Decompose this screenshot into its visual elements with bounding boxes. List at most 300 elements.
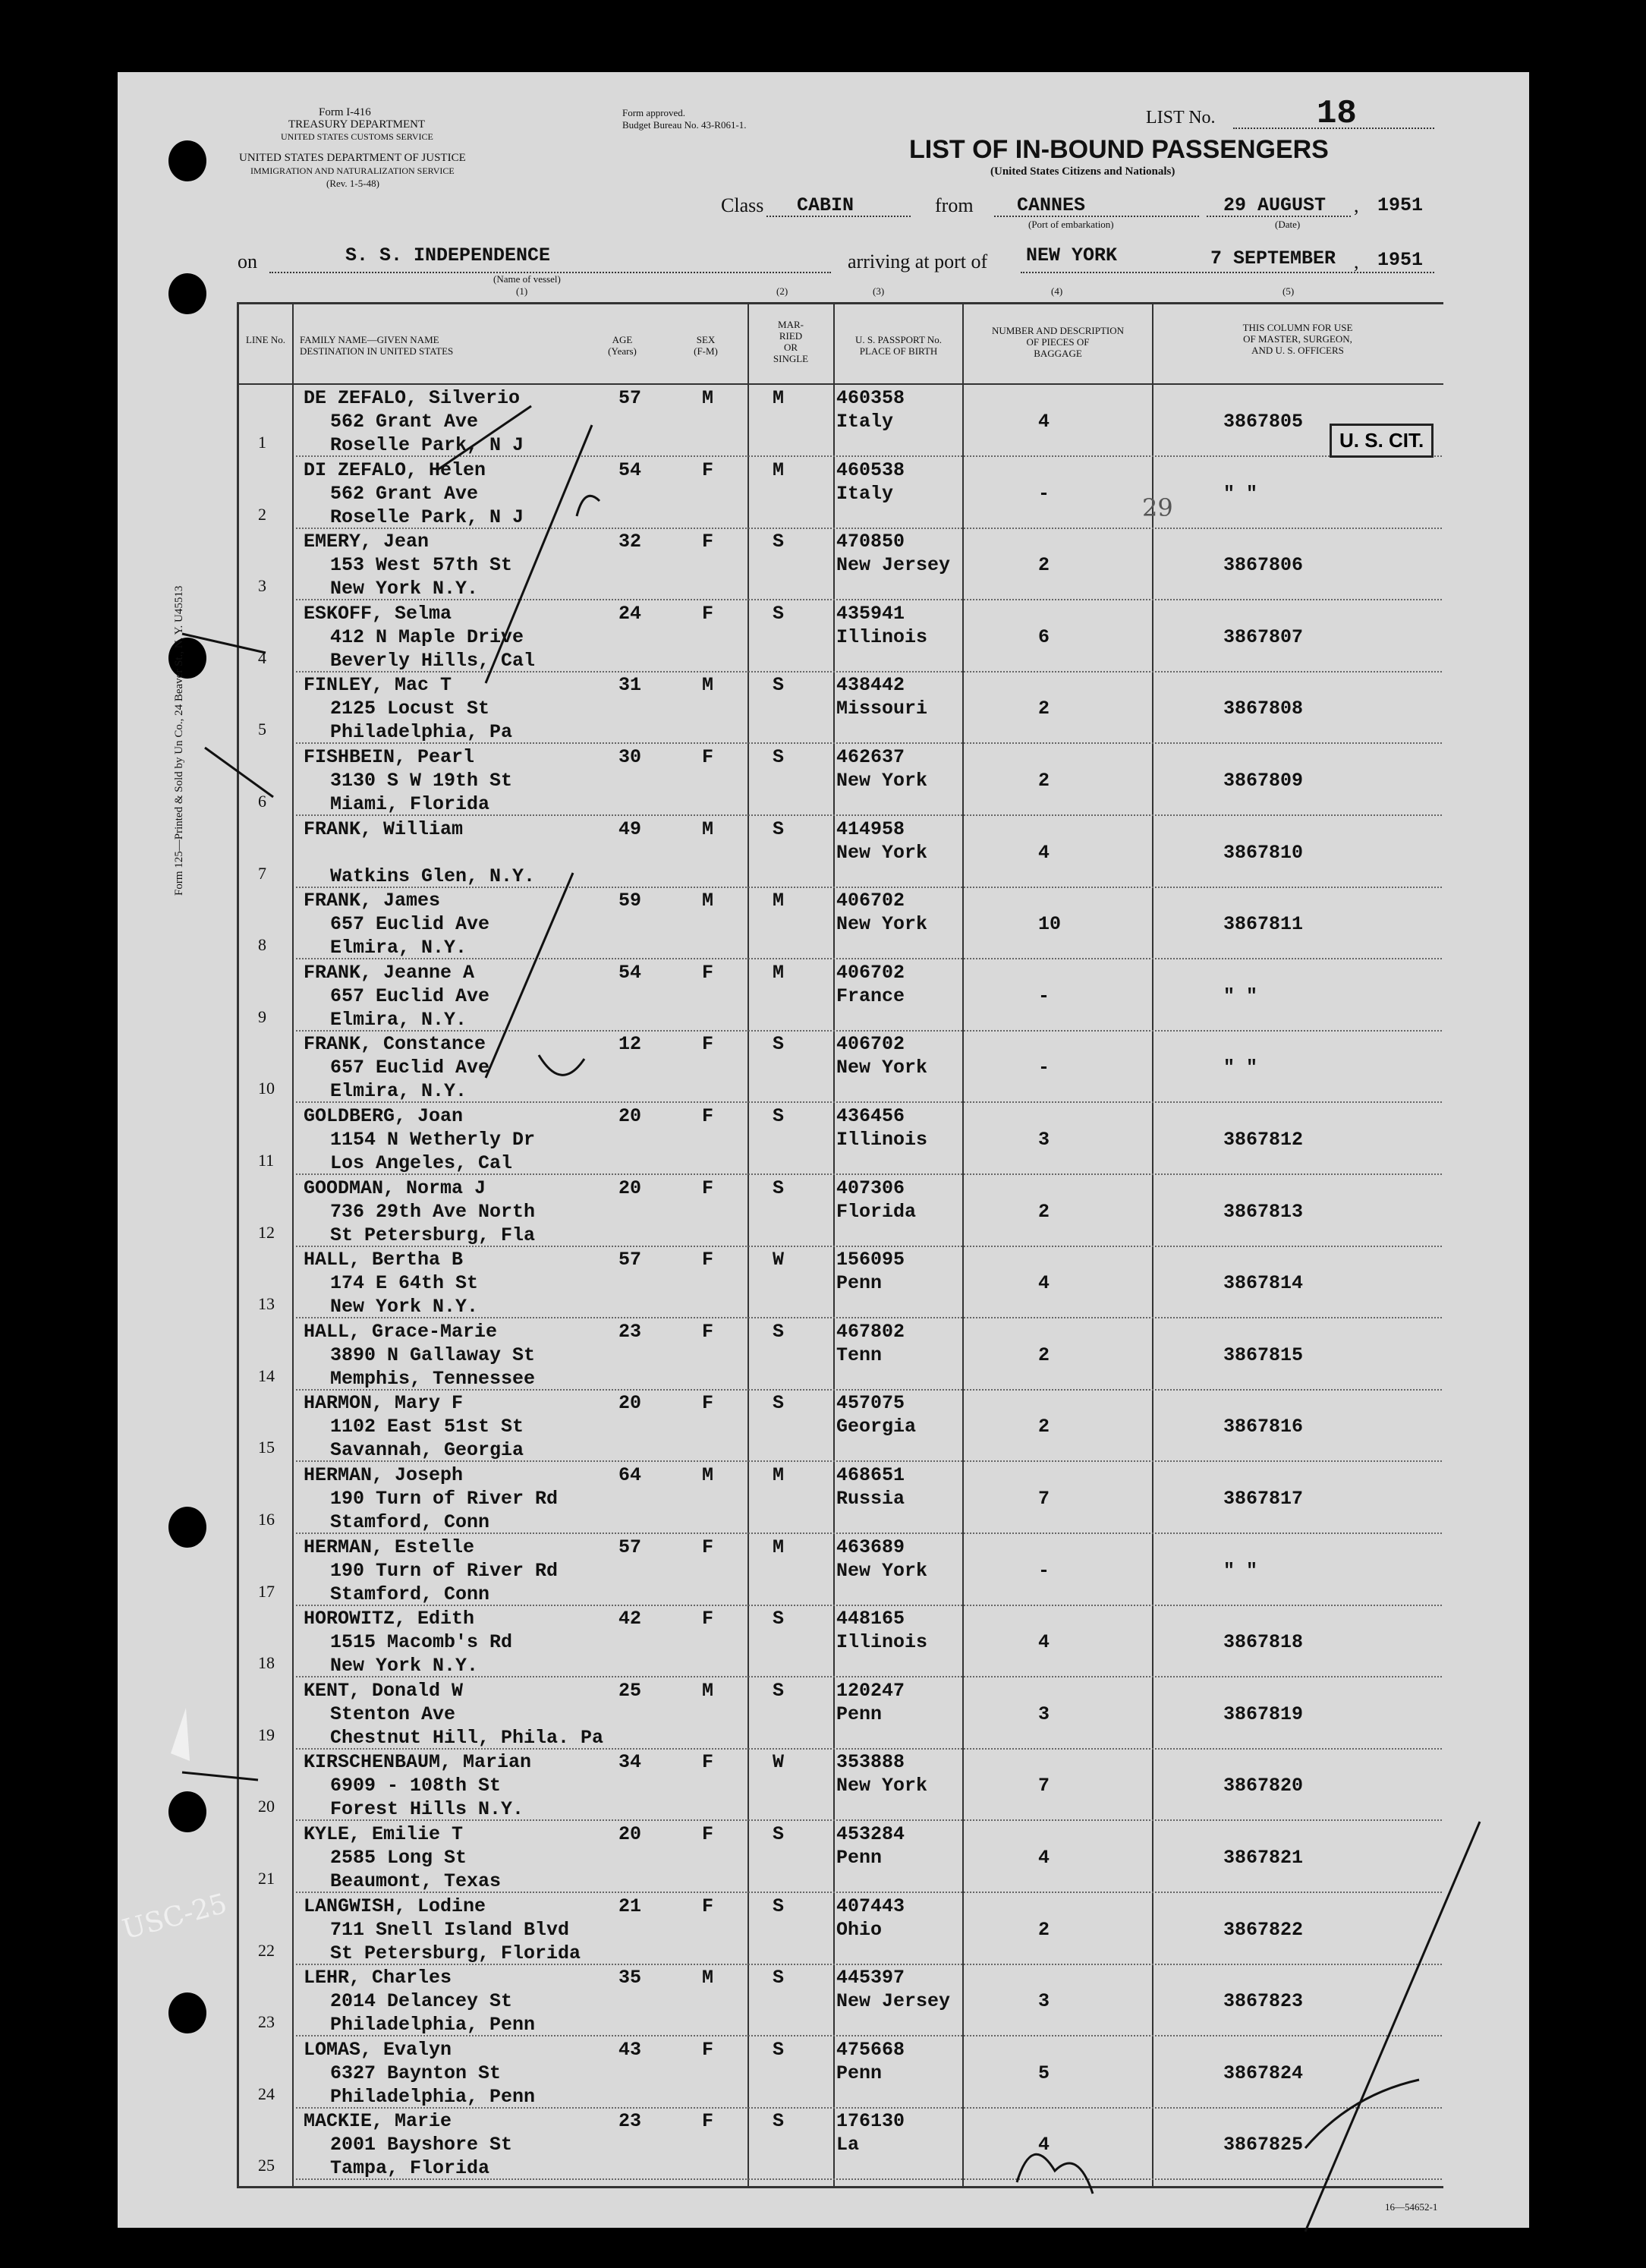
address-city: Roselle Park, N J bbox=[330, 434, 524, 456]
passport-number: 467802 bbox=[836, 1320, 905, 1343]
passport-number: 457075 bbox=[836, 1392, 905, 1415]
marital-status-cell: S bbox=[773, 602, 785, 625]
baggage-count: 6 bbox=[1038, 625, 1050, 648]
sex-cell: M bbox=[702, 817, 714, 840]
place-of-birth: New York bbox=[836, 1559, 928, 1582]
line-number: 19 bbox=[258, 1725, 275, 1744]
passenger-name: HOROWITZ, Edith bbox=[304, 1608, 475, 1630]
form-approved: Form approved. bbox=[622, 107, 686, 118]
marital-status-cell: S bbox=[773, 531, 785, 553]
age-cell: 49 bbox=[618, 817, 642, 840]
column-3-number: (3) bbox=[873, 285, 885, 297]
officer-number: 3867818 bbox=[1223, 1631, 1304, 1654]
passport-number: 453284 bbox=[836, 1823, 905, 1845]
passport-number: 445397 bbox=[836, 1967, 905, 1989]
list-label: LIST No. bbox=[1146, 108, 1216, 128]
address-street: 2001 Bayshore St bbox=[330, 2134, 513, 2156]
address-street: 1515 Macomb's Rd bbox=[330, 1631, 513, 1654]
marital-status-cell: W bbox=[773, 1249, 785, 1271]
address-street: 174 E 64th St bbox=[330, 1272, 479, 1295]
sex-cell: F bbox=[702, 746, 714, 768]
passenger-name: LANGWISH, Lodine bbox=[304, 1895, 486, 1917]
baggage-count: - bbox=[1038, 1057, 1050, 1079]
passport-number: 176130 bbox=[836, 2110, 905, 2133]
line-number: 3 bbox=[258, 576, 266, 596]
marital-status-cell: M bbox=[773, 387, 785, 409]
address-city: Memphis, Tennessee bbox=[330, 1367, 536, 1390]
place-of-birth: New York bbox=[836, 1775, 928, 1797]
age-cell: 12 bbox=[618, 1033, 642, 1056]
sex-cell: M bbox=[702, 387, 714, 409]
line-number: 24 bbox=[258, 2084, 275, 2103]
baggage-count: 7 bbox=[1038, 1488, 1050, 1510]
marital-status-cell: M bbox=[773, 458, 785, 481]
line-number: 9 bbox=[258, 1006, 266, 1026]
line-number: 12 bbox=[258, 1222, 275, 1242]
address-street: 657 Euclid Ave bbox=[330, 984, 490, 1007]
address-street: 2585 Long St bbox=[330, 1847, 467, 1869]
baggage-count: 5 bbox=[1038, 2062, 1050, 2084]
address-street: 562 Grant Ave bbox=[330, 482, 479, 505]
marital-status-cell: S bbox=[773, 1679, 785, 1702]
header-married: MAR- RIED OR SINGLE bbox=[773, 319, 809, 364]
header-name: FAMILY NAME—GIVEN NAME DESTINATION IN UNITED STATES bbox=[300, 334, 454, 357]
embarkation-port: CANNES bbox=[1017, 194, 1086, 216]
officer-number: 3867808 bbox=[1223, 698, 1304, 720]
printer-imprint: Form 125—Printed & Sold by Un Co., 24 Beaver St., N. Y. U45513 bbox=[173, 585, 185, 896]
address-city: Philadelphia, Pa bbox=[330, 721, 513, 744]
passenger-name: GOODMAN, Norma J bbox=[304, 1177, 486, 1199]
passenger-name: FISHBEIN, Pearl bbox=[304, 746, 475, 768]
sex-cell: F bbox=[702, 531, 714, 553]
age-cell: 20 bbox=[618, 1392, 642, 1415]
address-street: 1154 N Wetherly Dr bbox=[330, 1129, 536, 1151]
place-of-birth: New York bbox=[836, 913, 928, 936]
passenger-name: HALL, Bertha B bbox=[304, 1249, 464, 1271]
baggage-count: 2 bbox=[1038, 554, 1050, 577]
baggage-count: - bbox=[1038, 984, 1050, 1007]
sex-cell: F bbox=[702, 2038, 714, 2061]
line-number: 11 bbox=[258, 1151, 275, 1170]
line-number: 13 bbox=[258, 1294, 275, 1314]
address-city: Savannah, Georgia bbox=[330, 1439, 524, 1462]
address-city: Chestnut Hill, Phila. Pa bbox=[330, 1726, 604, 1749]
column-4-number: (4) bbox=[1051, 285, 1063, 297]
officer-number: 3867823 bbox=[1223, 1990, 1304, 2013]
age-cell: 30 bbox=[618, 746, 642, 768]
sex-cell: M bbox=[702, 1679, 714, 1702]
port-caption: (Port of embarkation) bbox=[1028, 219, 1114, 230]
line-number: 25 bbox=[258, 2156, 275, 2175]
baggage-count: 2 bbox=[1038, 1918, 1050, 1941]
address-city: Miami, Florida bbox=[330, 793, 490, 815]
line-number: 6 bbox=[258, 792, 266, 811]
date-caption: (Date) bbox=[1275, 219, 1301, 230]
sex-cell: F bbox=[702, 602, 714, 625]
officer-number: 3867825 bbox=[1223, 2134, 1304, 2156]
baggage-count: 3 bbox=[1038, 1703, 1050, 1725]
marital-status-cell: W bbox=[773, 1751, 785, 1774]
address-street: 1102 East 51st St bbox=[330, 1416, 524, 1438]
marital-status-cell: M bbox=[773, 890, 785, 912]
age-cell: 32 bbox=[618, 531, 642, 553]
place-of-birth: Penn bbox=[836, 1847, 883, 1869]
address-city: Stamford, Conn bbox=[330, 1511, 490, 1533]
arrival-year: 1951 bbox=[1377, 249, 1424, 271]
officer-number: 3867819 bbox=[1223, 1703, 1304, 1725]
line-number: 15 bbox=[258, 1438, 275, 1457]
passport-number: 460358 bbox=[836, 387, 905, 409]
list-number: 18 bbox=[1317, 95, 1357, 133]
passport-number: 448165 bbox=[836, 1608, 905, 1630]
passenger-name: HALL, Grace-Marie bbox=[304, 1320, 498, 1343]
age-cell: 57 bbox=[618, 1536, 642, 1558]
age-cell: 42 bbox=[618, 1608, 642, 1630]
age-cell: 24 bbox=[618, 602, 642, 625]
line-number: 5 bbox=[258, 720, 266, 739]
footer-form-number: 16—54652-1 bbox=[1385, 2201, 1438, 2213]
passport-number: 468651 bbox=[836, 1464, 905, 1486]
passport-number: 460538 bbox=[836, 458, 905, 481]
place-of-birth: Florida bbox=[836, 1200, 917, 1223]
passenger-name: KYLE, Emilie T bbox=[304, 1823, 464, 1845]
address-street: 711 Snell Island Blvd bbox=[330, 1918, 570, 1941]
address-street: 562 Grant Ave bbox=[330, 411, 479, 433]
age-cell: 20 bbox=[618, 1105, 642, 1127]
address-city: Watkins Glen, N.Y. bbox=[330, 865, 536, 887]
class-value: CABIN bbox=[797, 194, 854, 216]
customs-service: UNITED STATES CUSTOMS SERVICE bbox=[281, 131, 433, 142]
marital-status-cell: M bbox=[773, 1464, 785, 1486]
baggage-count: 4 bbox=[1038, 1631, 1050, 1654]
place-of-birth: Italy bbox=[836, 411, 894, 433]
officer-number: 3867815 bbox=[1223, 1343, 1304, 1366]
passenger-name: DE ZEFALO, Silverio bbox=[304, 387, 521, 409]
address-city: New York N.Y. bbox=[330, 578, 479, 600]
vessel-name: S. S. INDEPENDENCE bbox=[345, 244, 551, 266]
passenger-name: GOLDBERG, Joan bbox=[304, 1105, 464, 1127]
place-of-birth: Illinois bbox=[836, 1129, 928, 1151]
age-cell: 23 bbox=[618, 2110, 642, 2133]
address-street: Stenton Ave bbox=[330, 1703, 456, 1725]
sex-cell: M bbox=[702, 674, 714, 697]
marital-status-cell: S bbox=[773, 1105, 785, 1127]
line-number: 7 bbox=[258, 863, 266, 883]
sex-cell: F bbox=[702, 1105, 714, 1127]
age-cell: 57 bbox=[618, 387, 642, 409]
line-number: 2 bbox=[258, 504, 266, 524]
place-of-birth: Georgia bbox=[836, 1416, 917, 1438]
line-number: 17 bbox=[258, 1581, 275, 1601]
officer-number: 3867824 bbox=[1223, 2062, 1304, 2084]
age-cell: 25 bbox=[618, 1679, 642, 1702]
passenger-name: FINLEY, Mac T bbox=[304, 674, 452, 697]
address-street: 2125 Locust St bbox=[330, 698, 490, 720]
marital-status-cell: S bbox=[773, 1823, 785, 1845]
officer-number: " " bbox=[1223, 482, 1258, 505]
officer-number: " " bbox=[1223, 1559, 1258, 1582]
address-city: Stamford, Conn bbox=[330, 1583, 490, 1605]
sex-cell: F bbox=[702, 1320, 714, 1343]
sex-cell: F bbox=[702, 1536, 714, 1558]
officer-number: 3867822 bbox=[1223, 1918, 1304, 1941]
marital-status-cell: S bbox=[773, 674, 785, 697]
baggage-count: 4 bbox=[1038, 2134, 1050, 2156]
line-number: 10 bbox=[258, 1079, 275, 1098]
place-of-birth: New Jersey bbox=[836, 1990, 951, 2013]
document-title: LIST OF IN-BOUND PASSENGERS bbox=[909, 135, 1329, 164]
passport-number: 353888 bbox=[836, 1751, 905, 1774]
address-street: 190 Turn of River Rd bbox=[330, 1488, 559, 1510]
address-street: 657 Euclid Ave bbox=[330, 1057, 490, 1079]
place-of-birth: France bbox=[836, 984, 905, 1007]
address-city: Philadelphia, Penn bbox=[330, 2085, 536, 2108]
passenger-name: LEHR, Charles bbox=[304, 1967, 452, 1989]
passport-number: 463689 bbox=[836, 1536, 905, 1558]
address-street: 412 N Maple Drive bbox=[330, 625, 524, 648]
line-number: 22 bbox=[258, 1940, 275, 1960]
sex-cell: F bbox=[702, 458, 714, 481]
passenger-name: KIRSCHENBAUM, Marian bbox=[304, 1751, 532, 1774]
age-cell: 31 bbox=[618, 674, 642, 697]
passport-number: 462637 bbox=[836, 746, 905, 768]
marital-status-cell: S bbox=[773, 746, 785, 768]
age-cell: 59 bbox=[618, 890, 642, 912]
treasury-dept: TREASURY DEPARTMENT bbox=[288, 118, 426, 131]
age-cell: 35 bbox=[618, 1967, 642, 1989]
header-age: AGE (Years) bbox=[608, 334, 637, 357]
passport-number: 414958 bbox=[836, 817, 905, 840]
passport-number: 435941 bbox=[836, 602, 905, 625]
passport-number: 120247 bbox=[836, 1679, 905, 1702]
baggage-count: - bbox=[1038, 1559, 1050, 1582]
address-city: Elmira, N.Y. bbox=[330, 1080, 467, 1103]
address-city: Elmira, N.Y. bbox=[330, 937, 467, 959]
column-5-number: (5) bbox=[1282, 285, 1295, 297]
arriving-label: arriving at port of bbox=[848, 250, 988, 272]
marital-status-cell: S bbox=[773, 1320, 785, 1343]
address-street: 153 West 57th St bbox=[330, 554, 513, 577]
passenger-name: ESKOFF, Selma bbox=[304, 602, 452, 625]
address-city: Forest Hills N.Y. bbox=[330, 1798, 524, 1821]
age-cell: 43 bbox=[618, 2038, 642, 2061]
sex-cell: M bbox=[702, 1464, 714, 1486]
from-label: from bbox=[935, 194, 974, 216]
line-number: 14 bbox=[258, 1366, 275, 1385]
vessel-caption: (Name of vessel) bbox=[493, 273, 561, 285]
baggage-count: 2 bbox=[1038, 1200, 1050, 1223]
address-city: Tampa, Florida bbox=[330, 2157, 490, 2180]
line-number: 4 bbox=[258, 647, 266, 667]
address-city: St Petersburg, Florida bbox=[330, 1942, 581, 1964]
sex-cell: F bbox=[702, 2110, 714, 2133]
header-baggage: NUMBER AND DESCRIPTION OF PIECES OF BAGGAGE bbox=[991, 325, 1125, 359]
age-cell: 23 bbox=[618, 1320, 642, 1343]
address-street: 6909 - 108th St bbox=[330, 1775, 502, 1797]
officer-number: 3867820 bbox=[1223, 1775, 1304, 1797]
baggage-count: - bbox=[1038, 482, 1050, 505]
sex-cell: F bbox=[702, 1895, 714, 1917]
baggage-count: 4 bbox=[1038, 841, 1050, 864]
place-of-birth: New York bbox=[836, 841, 928, 864]
officer-number: 3867806 bbox=[1223, 554, 1304, 577]
passport-number: 470850 bbox=[836, 531, 905, 553]
place-of-birth: Italy bbox=[836, 482, 894, 505]
sex-cell: M bbox=[702, 1967, 714, 1989]
officer-number: 3867816 bbox=[1223, 1416, 1304, 1438]
address-street: 190 Turn of River Rd bbox=[330, 1559, 559, 1582]
place-of-birth: Tenn bbox=[836, 1343, 883, 1366]
passport-number: 406702 bbox=[836, 890, 905, 912]
passenger-name: KENT, Donald W bbox=[304, 1679, 464, 1702]
passenger-name: LOMAS, Evalyn bbox=[304, 2038, 452, 2061]
address-city: New York N.Y. bbox=[330, 1296, 479, 1318]
marital-status-cell: S bbox=[773, 1033, 785, 1056]
sex-cell: F bbox=[702, 1177, 714, 1199]
marital-status-cell: S bbox=[773, 1967, 785, 1989]
age-cell: 54 bbox=[618, 961, 642, 984]
baggage-count: 10 bbox=[1038, 913, 1062, 936]
line-number: 18 bbox=[258, 1653, 275, 1673]
document-subtitle: (United States Citizens and Nationals) bbox=[990, 165, 1175, 178]
column-1-number: (1) bbox=[516, 285, 528, 297]
passenger-name: FRANK, James bbox=[304, 890, 441, 912]
place-of-birth: Russia bbox=[836, 1488, 905, 1510]
passport-number: 475668 bbox=[836, 2038, 905, 2061]
address-city: Philadelphia, Penn bbox=[330, 2014, 536, 2036]
age-cell: 34 bbox=[618, 1751, 642, 1774]
marital-status-cell: S bbox=[773, 817, 785, 840]
budget-bureau: Budget Bureau No. 43-R061-1. bbox=[622, 119, 747, 131]
line-number: 8 bbox=[258, 935, 266, 955]
marital-status-cell: S bbox=[773, 2038, 785, 2061]
officer-number: 3867811 bbox=[1223, 913, 1304, 936]
place-of-birth: New Jersey bbox=[836, 554, 951, 577]
officer-number: 3867812 bbox=[1223, 1129, 1304, 1151]
class-label: Class bbox=[721, 194, 764, 216]
sex-cell: F bbox=[702, 1608, 714, 1630]
passenger-name: FRANK, William bbox=[304, 817, 464, 840]
column-2-number: (2) bbox=[776, 285, 788, 297]
baggage-count: 2 bbox=[1038, 1416, 1050, 1438]
line-number: 20 bbox=[258, 1797, 275, 1816]
sex-cell: M bbox=[702, 890, 714, 912]
officer-number: 3867817 bbox=[1223, 1488, 1304, 1510]
line-number: 23 bbox=[258, 2012, 275, 2032]
officer-number: 3867809 bbox=[1223, 770, 1304, 792]
marital-status-cell: S bbox=[773, 1608, 785, 1630]
arrival-date: 7 SEPTEMBER bbox=[1210, 247, 1336, 269]
header-line-no: LINE No. bbox=[246, 334, 285, 345]
officer-number: 3867821 bbox=[1223, 1847, 1304, 1869]
passport-number: 438442 bbox=[836, 674, 905, 697]
age-cell: 64 bbox=[618, 1464, 642, 1486]
baggage-count: 2 bbox=[1038, 698, 1050, 720]
baggage-count: 7 bbox=[1038, 1775, 1050, 1797]
us-citizen-stamp: U. S. CIT. bbox=[1330, 424, 1434, 458]
address-city: New York N.Y. bbox=[330, 1655, 479, 1677]
address-street: 3130 S W 19th St bbox=[330, 770, 513, 792]
sex-cell: F bbox=[702, 1249, 714, 1271]
address-city: Roselle Park, N J bbox=[330, 506, 524, 528]
form-number: Form I-416 bbox=[319, 106, 371, 118]
passenger-name: DI ZEFALO, Helen bbox=[304, 458, 486, 481]
passport-number: 436456 bbox=[836, 1105, 905, 1127]
address-city: Beaumont, Texas bbox=[330, 1870, 502, 1892]
place-of-birth: New York bbox=[836, 1057, 928, 1079]
address-street: 657 Euclid Ave bbox=[330, 913, 490, 936]
age-cell: 20 bbox=[618, 1823, 642, 1845]
place-of-birth: Penn bbox=[836, 2062, 883, 2084]
baggage-count: 2 bbox=[1038, 1343, 1050, 1366]
passenger-name: FRANK, Constance bbox=[304, 1033, 486, 1056]
address-city: Los Angeles, Cal bbox=[330, 1152, 513, 1174]
address-city: St Petersburg, Fla bbox=[330, 1224, 536, 1246]
place-of-birth: Penn bbox=[836, 1272, 883, 1295]
officer-number: 3867814 bbox=[1223, 1272, 1304, 1295]
address-street: 3890 N Gallaway St bbox=[330, 1343, 536, 1366]
passenger-name: HARMON, Mary F bbox=[304, 1392, 464, 1415]
passenger-name: HERMAN, Estelle bbox=[304, 1536, 475, 1558]
baggage-count: 3 bbox=[1038, 1990, 1050, 2013]
address-city: Elmira, N.Y. bbox=[330, 1008, 467, 1031]
address-street: 6327 Baynton St bbox=[330, 2062, 502, 2084]
marital-status-cell: S bbox=[773, 2110, 785, 2133]
sex-cell: F bbox=[702, 1033, 714, 1056]
ins-service: IMMIGRATION AND NATURALIZATION SERVICE bbox=[250, 165, 455, 176]
passport-number: 406702 bbox=[836, 1033, 905, 1056]
sex-cell: F bbox=[702, 961, 714, 984]
passenger-name: MACKIE, Marie bbox=[304, 2110, 452, 2133]
address-street: 736 29th Ave North bbox=[330, 1200, 536, 1223]
baggage-count: 4 bbox=[1038, 1272, 1050, 1295]
line-number: 21 bbox=[258, 1869, 275, 1888]
officer-number: 3867810 bbox=[1223, 841, 1304, 864]
marital-status-cell: M bbox=[773, 1536, 785, 1558]
marital-status-cell: S bbox=[773, 1392, 785, 1415]
officer-number: 3867813 bbox=[1223, 1200, 1304, 1223]
passenger-name: EMERY, Jean bbox=[304, 531, 430, 553]
embarkation-year: 1951 bbox=[1377, 194, 1424, 216]
embarkation-date: 29 AUGUST bbox=[1223, 194, 1327, 216]
address-city: Beverly Hills, Cal bbox=[330, 649, 536, 672]
passport-number: 407443 bbox=[836, 1895, 905, 1917]
arrival-port: NEW YORK bbox=[1026, 244, 1118, 266]
place-of-birth: Missouri bbox=[836, 698, 928, 720]
baggage-count: 4 bbox=[1038, 411, 1050, 433]
officer-number: " " bbox=[1223, 984, 1258, 1007]
passport-number: 406702 bbox=[836, 961, 905, 984]
passenger-name: FRANK, Jeanne A bbox=[304, 961, 475, 984]
comma: , bbox=[1354, 250, 1359, 272]
handwritten-number: 29 bbox=[1142, 493, 1173, 522]
baggage-count: 3 bbox=[1038, 1129, 1050, 1151]
baggage-count: 4 bbox=[1038, 1847, 1050, 1869]
sex-cell: F bbox=[702, 1392, 714, 1415]
address-street: 2014 Delancey St bbox=[330, 1990, 513, 2013]
place-of-birth: Ohio bbox=[836, 1918, 883, 1941]
officer-number: 3867805 bbox=[1223, 411, 1304, 433]
line-number: 16 bbox=[258, 1510, 275, 1529]
place-of-birth: Illinois bbox=[836, 1631, 928, 1654]
sex-cell: F bbox=[702, 1823, 714, 1845]
marital-status-cell: S bbox=[773, 1895, 785, 1917]
baggage-count: 2 bbox=[1038, 770, 1050, 792]
header-officers: THIS COLUMN FOR USE OF MASTER, SURGEON, AND U. S. OFFICERS bbox=[1242, 322, 1353, 356]
handwritten-usc-note: USC-25 bbox=[119, 1888, 231, 1946]
line-number: 1 bbox=[258, 433, 266, 452]
officer-number: 3867807 bbox=[1223, 625, 1304, 648]
